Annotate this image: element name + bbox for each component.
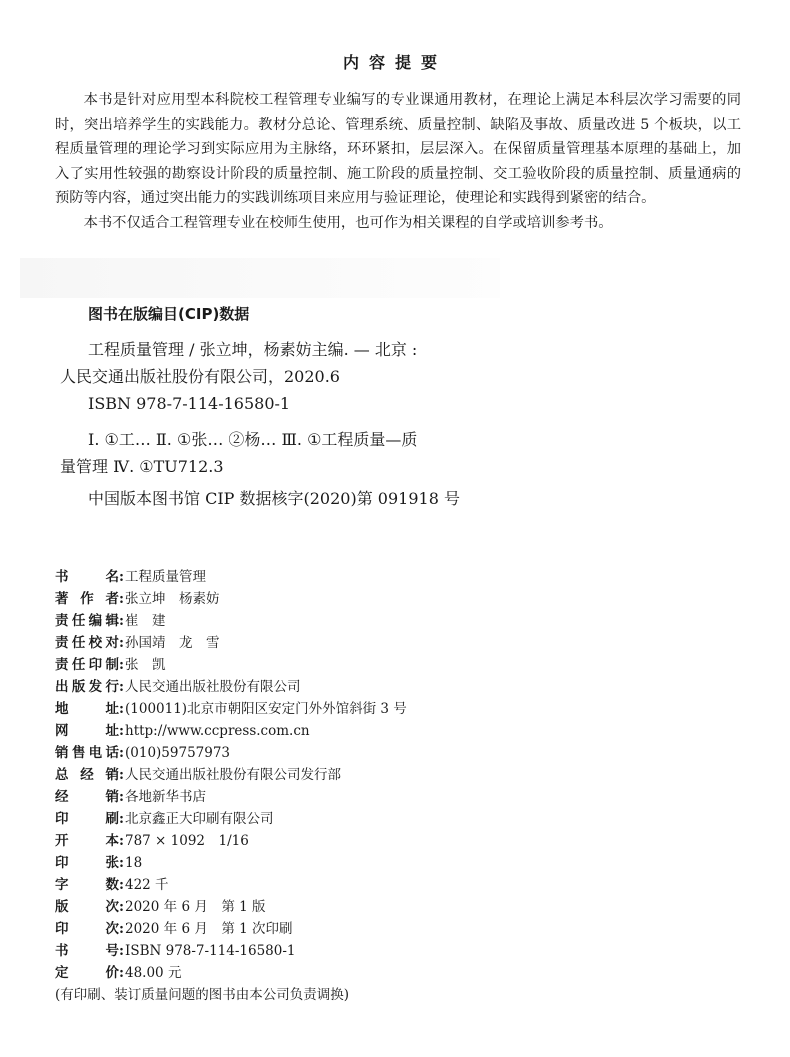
- abstract-paragraph: 本书是针对应用型本科院校工程管理专业编写的专业课通用教材，在理论上满足本科层次学习需要的同时，突出培养学生的实践能力。教材分总论、管理系统、质量控制、缺陷及事故、质量改进 5 个板块，以工程质量管理的理论学习到实际应用为主脉络，环环紧扣，层层深入。在保留质量管理基本原理的基础上，加入了实用性较强的勘察设计阶段的质量控制、施工阶段的质量控制、交工验收阶段的质量控制、质量通病的预防等内容，通过突出能力的实践训练项目来应用与验证理论，使理论和实践得到紧密的结合。: [55, 92, 741, 207]
- detail-label: 印刷: [55, 811, 119, 827]
- detail-label: 著作者: [55, 591, 119, 607]
- detail-label: 印次: [55, 921, 119, 937]
- page-title: 内容提要: [342, 53, 447, 72]
- detail-colon: :: [119, 943, 124, 959]
- abstract: [55, 88, 741, 236]
- detail-label: 书号: [55, 943, 119, 959]
- detail-value: 北京鑫正大印刷有限公司: [125, 811, 274, 827]
- detail-row: [55, 962, 407, 984]
- detail-colon: :: [119, 657, 124, 673]
- detail-value: 张 凯: [125, 657, 166, 673]
- detail-row: [55, 632, 407, 654]
- detail-colon: :: [119, 899, 124, 915]
- abstract-paragraph: 本书不仅适合工程管理专业在校师生使用，也可作为相关课程的自学或培训参考书。: [83, 214, 613, 231]
- detail-colon: :: [119, 569, 124, 585]
- detail-colon: :: [119, 613, 124, 629]
- detail-value: 2020 年 6 月 第 1 次印刷: [125, 921, 293, 937]
- detail-row: [55, 742, 407, 764]
- detail-label: 销售电话: [55, 745, 119, 761]
- detail-colon: :: [119, 767, 124, 783]
- detail-label: 出版发行: [55, 679, 119, 695]
- detail-value: 18: [125, 855, 143, 871]
- quality-note: (有印刷、装订质量问题的图书由本公司负责调换): [55, 987, 350, 1003]
- detail-colon: :: [119, 965, 124, 981]
- detail-label: 地址: [55, 701, 119, 717]
- detail-value: 孙国靖 龙 雪: [125, 635, 220, 651]
- detail-value: 张立坤 杨素妨: [125, 591, 220, 607]
- detail-colon: :: [119, 921, 124, 937]
- detail-value: 2020 年 6 月 第 1 版: [125, 899, 266, 915]
- publication-details: [55, 566, 407, 1006]
- detail-row: [55, 588, 407, 610]
- detail-label: 印张: [55, 855, 119, 871]
- detail-row: [55, 918, 407, 940]
- detail-colon: :: [119, 701, 124, 717]
- detail-value: 各地新华书店: [125, 789, 206, 805]
- detail-row: [55, 764, 407, 786]
- detail-label: 定价: [55, 965, 119, 981]
- detail-label: 责任校对: [55, 635, 119, 651]
- detail-label: 责任编辑: [55, 613, 119, 629]
- detail-row: [55, 610, 407, 632]
- detail-value: (100011)北京市朝阳区安定门外外馆斜街 3 号: [125, 701, 407, 717]
- detail-value: 工程质量管理: [125, 569, 206, 585]
- detail-row: [55, 720, 407, 742]
- detail-colon: :: [119, 635, 124, 651]
- scan-smudge: [20, 258, 500, 298]
- detail-row: [55, 874, 407, 896]
- detail-label: 字数: [55, 877, 119, 893]
- detail-value: 崔 建: [125, 613, 166, 629]
- detail-value: http://www.ccpress.com.cn: [125, 723, 310, 739]
- detail-colon: :: [119, 811, 124, 827]
- cip-classification: [60, 426, 520, 480]
- detail-row: [55, 852, 407, 874]
- detail-row: [55, 654, 407, 676]
- detail-colon: :: [119, 855, 124, 871]
- cip-record: [60, 485, 520, 512]
- detail-value: ISBN 978-7-114-16580-1: [125, 943, 296, 959]
- detail-label: 总经销: [55, 767, 119, 783]
- cip-citation: [60, 336, 520, 417]
- detail-label: 书名: [55, 569, 119, 585]
- cip-record-line: 中国版本图书馆 CIP 数据核字(2020)第 091918 号: [88, 489, 460, 508]
- detail-value: 人民交通出版社股份有限公司: [125, 679, 301, 695]
- cip-line: 人民交通出版社股份有限公司，2020.6: [60, 367, 340, 386]
- cip-line: 工程质量管理 / 张立坤，杨素妨主编. — 北京 :: [88, 340, 418, 359]
- cip-line: 量管理 Ⅳ. ①TU712.3: [60, 457, 224, 476]
- detail-colon: :: [119, 679, 124, 695]
- cip-heading: 图书在版编目(CIP)数据: [88, 305, 250, 323]
- detail-colon: :: [119, 591, 124, 607]
- detail-row: [55, 786, 407, 808]
- detail-row: [55, 808, 407, 830]
- detail-value: 48.00 元: [125, 965, 182, 981]
- detail-row: [55, 940, 407, 962]
- detail-row: [55, 896, 407, 918]
- detail-row: [55, 676, 407, 698]
- detail-row: [55, 830, 407, 852]
- detail-colon: :: [119, 877, 124, 893]
- cip-line: Ⅰ. ①工… Ⅱ. ①张… ②杨… Ⅲ. ①工程质量—质: [88, 430, 418, 449]
- detail-label: 版次: [55, 899, 119, 915]
- detail-colon: :: [119, 833, 124, 849]
- detail-colon: :: [119, 745, 124, 761]
- detail-row: [55, 566, 407, 588]
- cip-isbn: ISBN 978-7-114-16580-1: [88, 394, 291, 413]
- detail-value: 422 千: [125, 877, 169, 893]
- detail-label: 经销: [55, 789, 119, 805]
- detail-colon: :: [119, 789, 124, 805]
- detail-label: 开本: [55, 833, 119, 849]
- detail-value: 人民交通出版社股份有限公司发行部: [125, 767, 341, 783]
- detail-row: [55, 698, 407, 720]
- detail-label: 责任印制: [55, 657, 119, 673]
- detail-value: (010)59757973: [125, 745, 231, 761]
- detail-label: 网址: [55, 723, 119, 739]
- detail-value: 787 × 1092 1/16: [125, 833, 249, 849]
- detail-colon: :: [119, 723, 124, 739]
